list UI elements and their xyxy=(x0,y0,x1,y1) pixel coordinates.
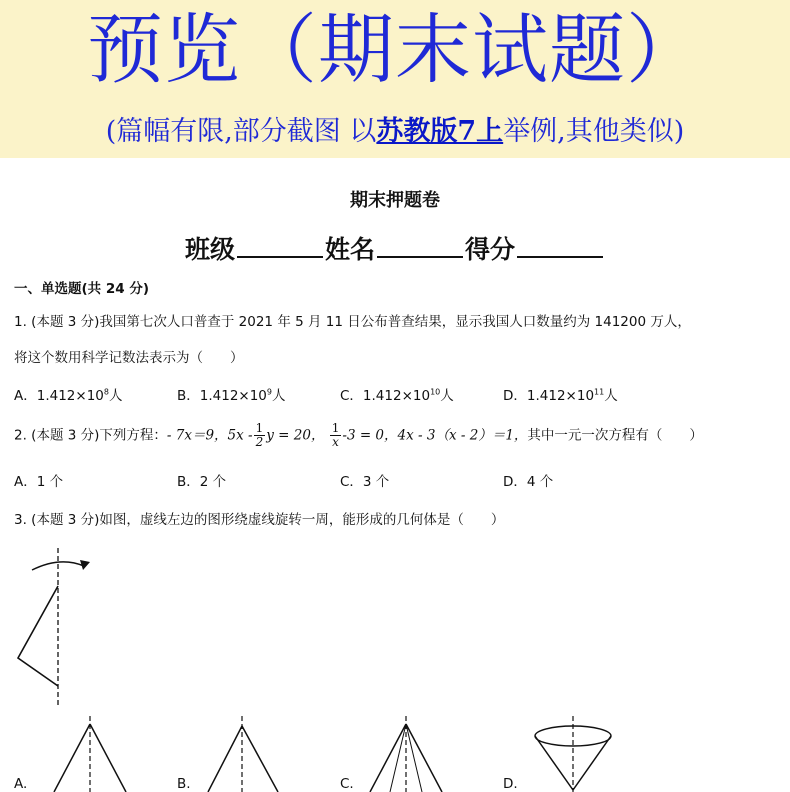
q1-line2: 将这个数用科学记数法表示为（ ） xyxy=(14,350,244,366)
q2-equation-1: - 7x＝9， xyxy=(166,427,228,444)
q2-fraction-recip xyxy=(330,422,342,449)
cone-a-right-edge xyxy=(90,724,126,792)
q1-option-d-label: D．1.412×10 xyxy=(503,388,595,404)
q2-option-a: A．1 个 xyxy=(14,474,64,490)
cone-b-left-edge xyxy=(208,726,242,792)
field-class-blank xyxy=(237,230,323,258)
banner-subtitle-highlight: 苏教版7上 xyxy=(376,116,504,147)
q1-line1: 1. (本题 3 分)我国第七次人口普查于 2021 年 5 月 11 日公布普查结果，显示我国人口数量约为 141200 万人， xyxy=(14,314,691,330)
q1-option-a-exp: 8 xyxy=(103,387,109,397)
q1-option-c-label: C．1.412×10 xyxy=(340,388,431,404)
banner-title: 预览（期末试题） xyxy=(87,5,703,94)
banner-subtitle-pre: (篇幅有限,部分截图 以 xyxy=(105,116,377,147)
q2-equation-2a: 5x - xyxy=(227,427,253,444)
q2-equation-2b: y = 20， xyxy=(266,427,325,444)
q3-option-a-label: A. xyxy=(14,776,28,792)
banner-subtitle-post: 举例,其他类似) xyxy=(503,116,685,147)
triangle-outline xyxy=(18,586,58,686)
q1-option-d xyxy=(503,384,618,404)
preview-banner xyxy=(0,0,790,158)
q2-equation-4: 4x - 3（x - 2）＝1， xyxy=(397,427,528,444)
q1-option-a-label: A．1.412×10 xyxy=(14,388,104,404)
q2-fraction-half xyxy=(254,422,266,449)
field-class-label: 班级 xyxy=(184,235,235,264)
cone-c-right-edge xyxy=(406,724,442,792)
q2-option-c: C．3 个 xyxy=(340,474,390,490)
q3-option-a-figure-cone xyxy=(40,712,150,792)
field-score-label: 得分 xyxy=(465,235,516,264)
q3-option-d-figure-inverted-cone xyxy=(525,712,635,792)
cone-a-left-edge xyxy=(54,724,90,792)
q1-option-c xyxy=(340,384,454,404)
q3-option-c-label: C. xyxy=(340,776,354,792)
field-name-blank xyxy=(377,230,463,258)
cone-c-inner-right xyxy=(406,724,422,792)
q1-option-a xyxy=(14,384,122,404)
q1-option-d-unit: 人 xyxy=(604,388,618,404)
q2-equation-3: -3 = 0， xyxy=(342,427,398,444)
q2-line xyxy=(14,422,703,449)
q3-figure-triangle xyxy=(10,540,110,710)
q3-option-b-label: B. xyxy=(177,776,191,792)
q2-prefix: 2. (本题 3 分)下列方程： xyxy=(14,427,167,444)
q3-option-b-figure-cone xyxy=(200,712,310,792)
field-name-label: 姓名 xyxy=(324,235,375,264)
section-heading: 一、单选题(共 24 分) xyxy=(14,281,150,297)
q1-option-c-unit: 人 xyxy=(440,388,454,404)
q2-fraction-recip-num: 1 xyxy=(331,421,340,435)
q3-line1: 3. (本题 3 分)如图，虚线左边的图形绕虚线旋转一周，能形成的几何体是（ ） xyxy=(14,512,505,528)
q1-option-b-label: B．1.412×10 xyxy=(177,388,267,404)
q1-option-b-exp: 9 xyxy=(266,387,272,397)
q1-option-d-exp: 11 xyxy=(594,387,605,397)
q1-option-b-unit: 人 xyxy=(272,388,286,404)
q2-fraction-recip-den: x xyxy=(332,435,339,449)
field-score-blank xyxy=(517,230,603,258)
document-title: 期末押题卷 xyxy=(350,190,440,211)
student-info-fields xyxy=(0,230,790,266)
q2-fraction-half-num: 1 xyxy=(255,421,264,435)
banner-subtitle xyxy=(0,112,790,152)
q2-option-b: B．2 个 xyxy=(177,474,227,490)
q1-option-c-exp: 10 xyxy=(430,387,441,397)
cone-b-right-edge xyxy=(242,726,278,792)
q1-option-b xyxy=(177,384,286,404)
q3-option-c-figure-cone xyxy=(360,712,470,792)
cone-c-inner-left xyxy=(390,724,406,792)
q2-fraction-half-den: 2 xyxy=(255,435,264,449)
q3-option-d-label: D. xyxy=(503,776,518,792)
q2-option-d: D．4 个 xyxy=(503,474,554,490)
q1-option-a-unit: 人 xyxy=(108,388,123,404)
q2-suffix: 其中一元一次方程有（ ） xyxy=(527,427,703,444)
cone-c-left-edge xyxy=(370,724,406,792)
rotation-arrowhead-icon xyxy=(80,560,90,570)
